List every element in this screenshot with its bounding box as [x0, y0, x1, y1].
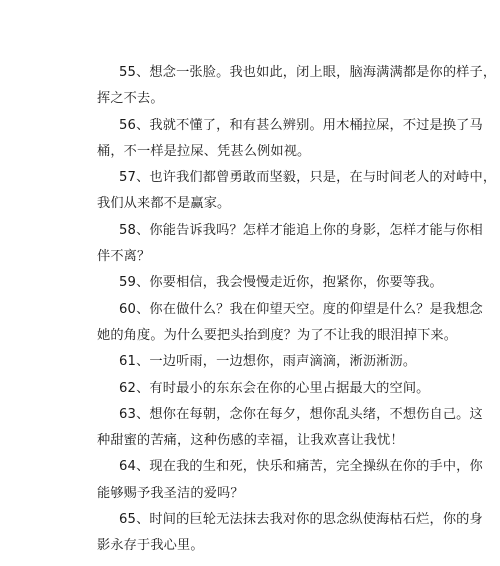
entry-56 — [75, 113, 483, 166]
entry-62 — [75, 376, 441, 402]
entry-line: 挥之不去。 — [97, 91, 164, 107]
entry-line: 56、我就不懂了，和有甚么辨别。用木桶拉屎，不过是换了马 — [119, 117, 483, 133]
entry-line: 能够赐予我圣洁的爱吗？ — [97, 485, 244, 501]
entry-line: 61、一边听雨，一边想你，雨声滴滴，淅沥淅沥。 — [119, 354, 417, 370]
entry-64 — [75, 454, 483, 507]
entry-line: 种甜蜜的苦痛，这种伤感的幸福，让我欢喜让我忧！ — [97, 433, 404, 449]
entry-61 — [75, 349, 441, 375]
entry-line: 59、你要相信，我会慢慢走近你，抱紧你，你要等我。 — [119, 275, 443, 291]
entry-line: 58、你能告诉我吗？怎样才能追上你的身影，怎样才能与你相 — [119, 222, 483, 238]
document-body — [75, 60, 497, 560]
entry-line: 60、你在做什么？我在仰望天空。度的仰望是什么？是我想念 — [119, 301, 483, 317]
entry-line: 63、想你在每朝，念你在每夕，想你乱头绪，不想伤自己。这 — [119, 406, 483, 422]
entry-63 — [75, 402, 483, 455]
entry-line: 她的角度。为什么要把头抬到度？为了不让我的眼泪掉下来。 — [97, 327, 458, 343]
entry-line: 影永存于我心里。 — [97, 538, 204, 554]
entry-57 — [75, 165, 497, 218]
entry-60 — [75, 297, 483, 350]
entry-55 — [75, 60, 497, 113]
entry-line: 64、现在我的生和死，快乐和痛苦，完全操纵在你的手中，你 — [119, 459, 483, 475]
entry-line: 55、想念一张脸。我也如此，闭上眼，脑海满满都是你的样子， — [119, 65, 497, 80]
entry-59 — [75, 270, 441, 296]
entry-line: 57、也许我们都曾勇敢而坚毅，只是，在与时间老人的对峙中， — [119, 170, 497, 186]
entry-line: 桶，不一样是拉屎、凭甚么例如视。 — [97, 143, 311, 159]
entry-58 — [75, 218, 483, 271]
entry-line: 62、有时最小的东东会在你的心里占据最大的空间。 — [119, 380, 430, 396]
entry-line: 我们从来都不是赢家。 — [97, 196, 231, 212]
entry-line: 伴不离？ — [97, 249, 151, 265]
entry-line: 65、时间的巨轮无法抹去我对你的思念纵使海枯石烂，你的身 — [119, 512, 483, 528]
entry-65 — [75, 507, 483, 560]
